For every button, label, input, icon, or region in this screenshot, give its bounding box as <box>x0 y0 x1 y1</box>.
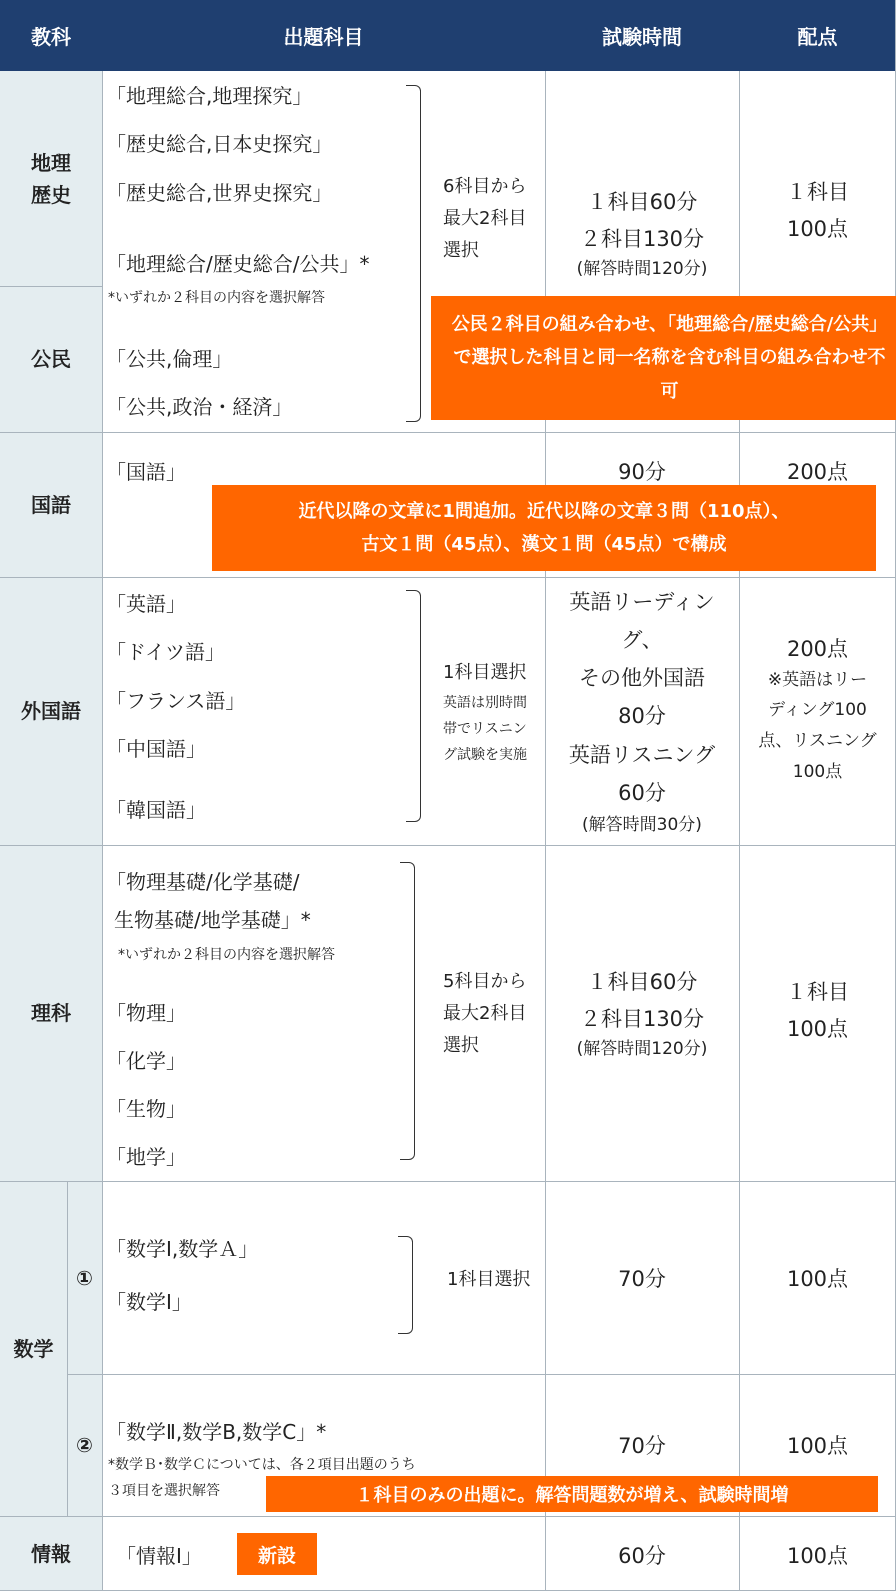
social-bracket <box>406 85 421 422</box>
joho-points: 100点 <box>786 1544 849 1568</box>
gaikokugo-selection-note-3: グ試験を実施 <box>443 747 527 763</box>
joho-new-badge: 新設 <box>237 1533 317 1575</box>
gaikokugo-time-6: 60分 <box>618 780 666 805</box>
social-points <box>739 172 896 250</box>
chireki-item-1: 「地理総合,地理探究」 <box>106 84 313 108</box>
social-selection-line3: 選択 <box>443 240 479 261</box>
sugaku-part1-label: ① <box>67 1181 102 1374</box>
gaikokugo-item-4: 「中国語」 <box>106 737 206 761</box>
chireki-item-4: 「地理総合/歴史総合/公共」* <box>106 252 370 276</box>
category-chireki-line1: 地理 <box>31 150 71 175</box>
rika-time <box>545 958 739 1068</box>
gaikokugo-time-1: 英語リーディン <box>569 589 715 614</box>
rika-note: *いずれか２科目の内容を選択解答 <box>118 947 335 963</box>
gaikokugo-selection-note-2: 帯でリスニン <box>443 721 527 737</box>
header-subject: 教科 <box>0 0 102 71</box>
gaikokugo-points-note-4: 100点 <box>792 761 843 782</box>
kokugo-points: 200点 <box>786 460 849 484</box>
kokugo-item: 「国語」 <box>106 460 186 484</box>
joho-item: 「情報Ⅰ」 <box>116 1544 202 1568</box>
gaikokugo-bracket <box>406 590 421 822</box>
rika-item-2: 生物基礎/地学基礎」* <box>114 908 311 932</box>
komin-item-2: 「公共,政治・経済」 <box>106 395 293 419</box>
sugaku2-note-1: *数学Ｂ･数学Ｃについては、各２項目出題のうち <box>108 1457 416 1473</box>
sugaku2-item: 「数学Ⅱ,数学B,数学C」* <box>106 1420 327 1444</box>
chireki-item-2: 「歴史総合,日本史探究」 <box>106 132 333 156</box>
header-points: 配点 <box>739 0 896 71</box>
rika-points-2: 100点 <box>786 1017 849 1041</box>
rika-item-6: 「地学」 <box>106 1145 186 1169</box>
gaikokugo-points-note-2: ディング100 <box>768 700 867 721</box>
sugaku2-callout: １科目のみの出題に。解答問題数が増え、試験時間増 <box>266 1476 878 1512</box>
joho-time: 60分 <box>618 1544 666 1568</box>
sugaku1-points: 100点 <box>786 1267 849 1291</box>
category-joho: 情報 <box>0 1516 102 1591</box>
social-time-1: １科目60分 <box>586 190 698 215</box>
rika-points-1: １科目 <box>786 980 849 1005</box>
gaikokugo-time <box>545 582 739 840</box>
sugaku2-note-2: ３項目を選択解答 <box>108 1483 220 1499</box>
social-time <box>545 178 739 288</box>
header-exam-subjects: 出題科目 <box>102 0 545 71</box>
rika-selection-line1: 5科目から <box>443 971 527 992</box>
sugaku1-item-2: 「数学Ⅰ」 <box>106 1290 192 1314</box>
gaikokugo-item-1: 「英語」 <box>106 592 186 616</box>
rika-item-3: 「物理」 <box>106 1001 186 1025</box>
social-callout-text: 公民２科目の組み合わせ、「地理総合/歴史総合/公共」で選択した科目と同一名称を含む科目の組み合わせ不可 <box>451 314 888 402</box>
sugaku2-points: 100点 <box>786 1434 849 1458</box>
header-exam-time: 試験時間 <box>545 0 739 71</box>
category-chireki-line2: 歴史 <box>31 182 71 207</box>
kokugo-callout <box>212 485 876 571</box>
rika-item-5: 「生物」 <box>106 1097 186 1121</box>
category-sugaku: 数学 <box>0 1181 67 1516</box>
kokugo-callout-line2: 古文１問（45点）、漢文１問（45点）で構成 <box>361 534 727 555</box>
social-selection-line2: 最大2科目 <box>443 208 527 229</box>
gaikokugo-time-2: グ、 <box>621 627 663 652</box>
gaikokugo-points: 200点 <box>786 637 849 661</box>
kokugo-time: 90分 <box>618 460 666 484</box>
gaikokugo-time-7: (解答時間30分) <box>582 815 702 836</box>
social-time-3: (解答時間120分) <box>576 258 708 279</box>
category-kokugo: 国語 <box>0 432 102 577</box>
social-points-1: １科目 <box>786 180 849 205</box>
kokugo-callout-line1: 近代以降の文章に1問追加。近代以降の文章３問（110点）、 <box>298 500 790 522</box>
social-callout <box>431 296 896 420</box>
gaikokugo-points-note <box>739 666 896 786</box>
category-gaikokugo: 外国語 <box>0 577 102 845</box>
gaikokugo-selection: 1科目選択 <box>443 662 527 683</box>
rika-time-1: １科目60分 <box>586 970 698 995</box>
category-rika: 理科 <box>0 845 102 1181</box>
gaikokugo-time-4: 80分 <box>618 704 666 729</box>
rika-item-1: 「物理基礎/化学基礎/ <box>106 870 300 894</box>
gaikokugo-time-5: 英語リスニング <box>568 742 716 767</box>
gaikokugo-time-3: その他外国語 <box>579 666 705 691</box>
chireki-note: *いずれか２科目の内容を選択解答 <box>108 290 325 306</box>
gaikokugo-item-2: 「ドイツ語」 <box>106 640 225 664</box>
sugaku2-time: 70分 <box>618 1434 666 1458</box>
sugaku1-bracket <box>398 1236 413 1334</box>
sugaku1-item-1: 「数学Ⅰ,数学Ａ」 <box>106 1237 259 1261</box>
chireki-item-3: 「歴史総合,世界史探究」 <box>106 181 333 205</box>
komin-item-1: 「公共,倫理」 <box>106 347 233 371</box>
rika-time-2: ２科目130分 <box>579 1007 705 1032</box>
sugaku1-selection: 1科目選択 <box>447 1269 531 1290</box>
sugaku-part2-label: ② <box>67 1374 102 1516</box>
category-komin: 公民 <box>0 286 102 432</box>
gaikokugo-selection-note-1: 英語は別時間 <box>443 695 527 711</box>
gaikokugo-item-5: 「韓国語」 <box>106 798 206 822</box>
gaikokugo-points-note-3: 点、リスニング <box>758 731 877 751</box>
rika-bracket <box>400 862 415 1160</box>
sugaku1-time: 70分 <box>618 1267 666 1291</box>
social-points-2: 100点 <box>786 217 849 241</box>
category-chireki <box>0 71 102 286</box>
rika-points <box>739 972 896 1050</box>
social-time-2: ２科目130分 <box>579 227 705 252</box>
rika-selection-line2: 最大2科目 <box>443 1003 527 1024</box>
rika-time-3: (解答時間120分) <box>576 1038 708 1059</box>
social-selection-line1: 6科目から <box>443 176 527 197</box>
rika-selection-line3: 選択 <box>443 1035 479 1056</box>
rika-item-4: 「化学」 <box>106 1049 186 1073</box>
gaikokugo-item-3: 「フランス語」 <box>106 689 246 713</box>
gaikokugo-points-note-1: ※英語はリー <box>767 669 868 690</box>
